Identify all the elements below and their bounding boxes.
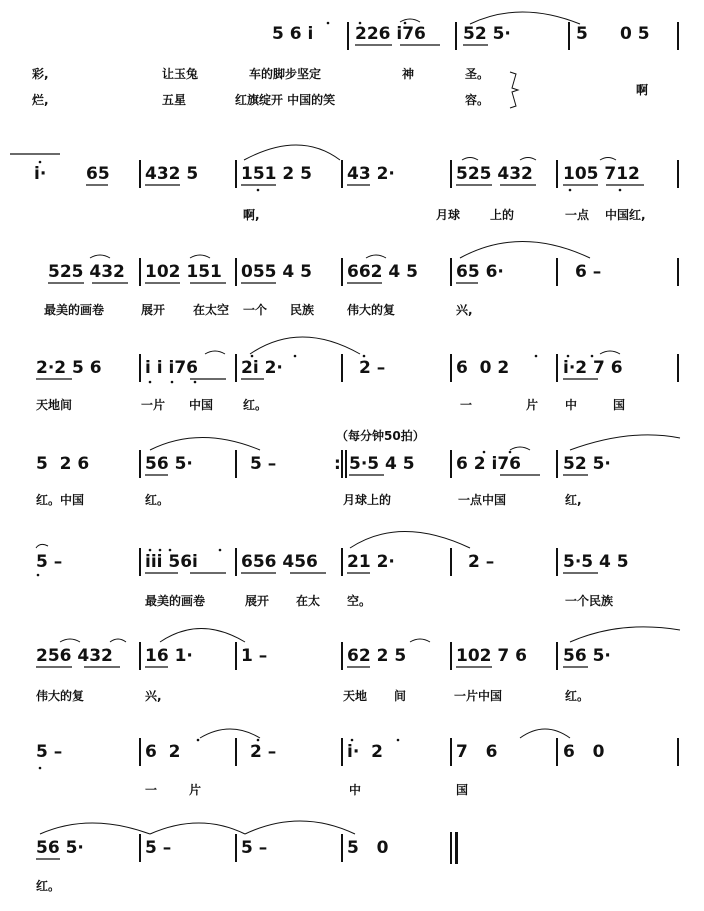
note-group: 055 4 5 (241, 262, 312, 282)
lyric-line: 一点中国 (458, 493, 507, 507)
lyric-line: 彩, (32, 67, 49, 81)
lyric-line: 红旗绽开 中国的笑 (235, 93, 336, 107)
lyric-line: 伟大的复 (347, 303, 396, 317)
lyric-line: 伟大的复 (36, 689, 85, 703)
tie-arc (520, 729, 570, 738)
bar-line (235, 258, 237, 286)
bar-line (677, 258, 679, 286)
note-group: 105 712 (563, 164, 640, 184)
bar-line (450, 258, 452, 286)
bar-line (341, 738, 343, 766)
note-group: 662 4 5 (347, 262, 418, 282)
bar-line (677, 354, 679, 382)
bar-line (341, 354, 343, 382)
bar-line (677, 738, 679, 766)
lyric-line: 展开 (141, 303, 166, 317)
tie-arc (462, 158, 478, 161)
note-group: i·2 7 6 (563, 358, 623, 378)
note-group: iii 56i (145, 552, 198, 572)
lyric-line: 烂, (32, 93, 49, 107)
lyric-line: 展开 (245, 594, 270, 608)
note-group: 5 – (36, 742, 63, 762)
lyric-line: 一片中国 (454, 689, 503, 703)
note-group: 56 5· (563, 646, 611, 666)
lyric-line: 空。 (347, 594, 372, 608)
note-group: 5 (576, 24, 588, 44)
lyric-line: 片 (526, 398, 539, 412)
tie-arc (205, 351, 225, 354)
lyric-line: 啊 (636, 83, 649, 97)
lyric-line: 最美的画卷 (145, 594, 206, 608)
note-group: 525 432 (456, 164, 533, 184)
lyric-line: 最美的画卷 (44, 303, 105, 317)
lyric-line: 一个民族 (565, 594, 614, 608)
bar-line (556, 258, 558, 286)
bar-line (450, 548, 452, 576)
lyric-line: 一 (460, 398, 473, 412)
note-group: 2 – (468, 552, 495, 572)
bar-line (235, 160, 237, 188)
note-group: i· (34, 164, 47, 184)
lyric-line: 在太空 (193, 303, 230, 317)
note-group: 151 2 5 (241, 164, 312, 184)
lyric-line: 上的 (490, 208, 515, 222)
note-group: 56 5· (36, 838, 84, 858)
lyric-line: 兴, (145, 689, 162, 703)
tie-arc (350, 532, 470, 549)
bar-line (347, 22, 349, 50)
tie-arc (160, 629, 245, 643)
lyric-line: 容。 (465, 93, 490, 107)
bar-line (556, 642, 558, 670)
note-group: 0 5 (620, 24, 650, 44)
note-group: 6 2 (145, 742, 181, 762)
bar-line (341, 258, 343, 286)
lyric-line: 让玉兔 (162, 67, 199, 81)
tie-arc (244, 145, 340, 160)
lyric-line: 国 (456, 783, 469, 797)
note-group: 5 – (241, 838, 268, 858)
note-group: 102 151 (145, 262, 222, 282)
tie-arc (470, 12, 580, 24)
bar-line (139, 354, 141, 382)
bar-line (139, 258, 141, 286)
lyric-line: 中 (565, 398, 578, 412)
note-group: 432 5 (145, 164, 199, 184)
lyric-line: 一点 (565, 208, 590, 222)
note-group: 2·2 5 6 (36, 358, 102, 378)
tie-arc (245, 821, 355, 834)
lyric-line: 中国红, (605, 208, 646, 222)
lyric-line: 国 (613, 398, 626, 412)
note-group: 1 – (241, 646, 268, 666)
note-group: 5 – (145, 838, 172, 858)
note-group: 525 432 (48, 262, 125, 282)
note-group: 56 5· (145, 454, 193, 474)
lyric-line: 神 (402, 67, 415, 81)
lyric-line: 民族 (290, 303, 315, 317)
final-bar-line (450, 832, 452, 864)
tie-arc (36, 544, 48, 548)
tie-arc (600, 351, 620, 354)
lyric-line: 红。 (36, 879, 61, 893)
lyric-line: 间 (394, 689, 407, 703)
note-group: 65 (86, 164, 110, 184)
bar-line (235, 450, 237, 478)
tie-arc (520, 158, 536, 161)
note-group: 5·5 4 5 (349, 454, 415, 474)
tie-arc (510, 447, 530, 450)
tie-arc (200, 729, 260, 738)
lyric-line: 红。 (243, 398, 268, 412)
tie-arc (190, 255, 210, 258)
note-group: 6 0 2 (456, 358, 510, 378)
final-bar-line (455, 832, 458, 864)
bar-line (450, 160, 452, 188)
note-group: 656 456 (241, 552, 318, 572)
bar-line (677, 160, 679, 188)
tie-arc (366, 255, 386, 258)
bar-line (345, 450, 347, 478)
tie-arc (90, 255, 110, 258)
lyric-line: 兴, (456, 303, 473, 317)
bar-line (139, 160, 141, 188)
note-group: 5 2 6 (36, 454, 90, 474)
tie-arc (150, 438, 260, 451)
lyric-line: 红, (565, 493, 582, 507)
lyric-line: 五星 (162, 93, 187, 107)
tie-arc (400, 19, 420, 22)
note-group: 6 2 i76 (456, 454, 521, 474)
note-group: 5 6 i (272, 24, 314, 44)
lyric-line: 月球上的 (343, 493, 392, 507)
note-group: 7 6 (456, 742, 498, 762)
bar-line (341, 548, 343, 576)
note-group: 5 – (250, 454, 277, 474)
tie-arc (570, 435, 680, 450)
bar-line (450, 738, 452, 766)
bar-line (568, 22, 570, 50)
note-group: 52 5· (563, 454, 611, 474)
note-group: 5·5 4 5 (563, 552, 629, 572)
bar-line (139, 834, 141, 862)
bar-line (235, 642, 237, 670)
brace (510, 72, 518, 108)
bar-line (450, 642, 452, 670)
lyric-line: 片 (189, 783, 202, 797)
lyric-line: 天地间 (36, 398, 73, 412)
bar-line (139, 738, 141, 766)
bar-line (341, 834, 343, 862)
note-group: 6 – (575, 262, 602, 282)
tie-arc (110, 639, 126, 642)
lyric-line: 一 (145, 783, 158, 797)
bar-line (341, 450, 343, 478)
lyric-line: 中 (349, 783, 362, 797)
lyric-line: 一片 (141, 398, 166, 412)
note-group: i· 2 (347, 742, 383, 762)
tie-arc (250, 337, 360, 354)
note-group: 102 7 6 (456, 646, 527, 666)
tie-arc (460, 242, 590, 259)
bar-line (556, 354, 558, 382)
lyric-line: 在太 (296, 594, 321, 608)
repeat-sign: : (334, 454, 341, 474)
bar-line (139, 642, 141, 670)
lyric-line: 一个 (243, 303, 268, 317)
bar-line (556, 548, 558, 576)
note-group: 2 – (359, 358, 386, 378)
note-group: i i i76 (145, 358, 198, 378)
lyric-line: 红。中国 (36, 493, 85, 507)
lyric-line: 红。 (565, 689, 590, 703)
tie-arc (410, 639, 430, 642)
note-group: 5 0 (347, 838, 389, 858)
note-group: 2i 2· (241, 358, 283, 378)
lyric-line: 中国 (189, 398, 214, 412)
note-group: 21 2· (347, 552, 395, 572)
lyric-line: 天地 (343, 689, 368, 703)
note-group: 2 – (250, 742, 277, 762)
bar-line (235, 548, 237, 576)
note-group: 16 1· (145, 646, 193, 666)
tie-arc (570, 627, 680, 642)
bar-line (677, 22, 679, 50)
tie-arc (150, 823, 245, 834)
bar-line (450, 450, 452, 478)
tie-arc (40, 823, 150, 834)
lyric-line: 啊, (243, 208, 260, 222)
bar-line (455, 22, 457, 50)
tie-arc (60, 639, 80, 642)
bar-line (139, 450, 141, 478)
note-group: 52 5· (463, 24, 511, 44)
note-group: 43 2· (347, 164, 395, 184)
note-group: 6 0 (563, 742, 605, 762)
bar-line (235, 354, 237, 382)
note-group: 65 6· (456, 262, 504, 282)
bar-line (556, 738, 558, 766)
bar-line (139, 548, 141, 576)
note-group: 5 – (36, 552, 63, 572)
lyric-line: 圣。 (465, 67, 490, 81)
bar-line (235, 834, 237, 862)
tempo-marking: （每分钟50拍） (336, 429, 425, 443)
bar-line (450, 354, 452, 382)
bar-line (341, 642, 343, 670)
note-group: 256 432 (36, 646, 113, 666)
bar-line (341, 160, 343, 188)
lyric-line: 月球 (436, 208, 461, 222)
note-group: 62 2 5 (347, 646, 407, 666)
bar-line (556, 160, 558, 188)
lyric-line: 车的脚步坚定 (249, 67, 322, 81)
bar-line (556, 450, 558, 478)
note-group: 226 i76 (355, 24, 426, 44)
tie-arc (600, 158, 616, 161)
bar-line (235, 738, 237, 766)
lyric-line: 红。 (145, 493, 170, 507)
